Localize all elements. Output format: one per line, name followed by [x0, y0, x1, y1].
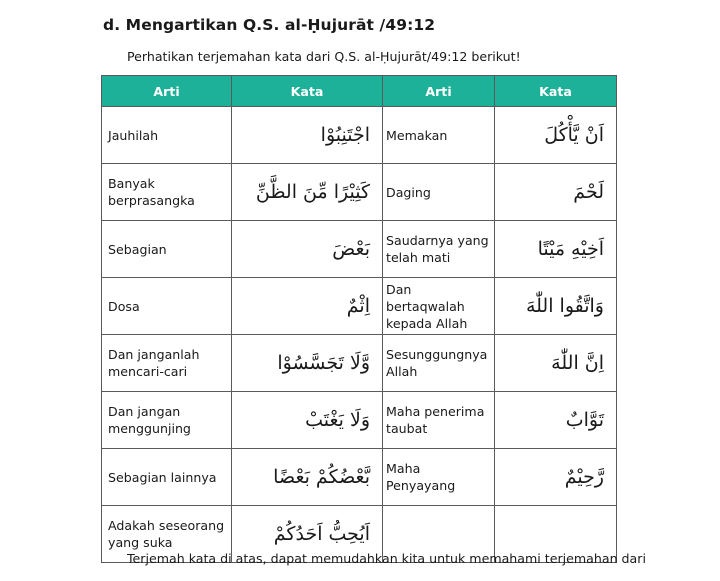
- kata-cell: بَّعْضُكُمْ بَعْضًا: [232, 449, 383, 506]
- kata-cell: رَّحِيْمٌ: [495, 449, 617, 506]
- arti-cell: Sebagian: [102, 221, 232, 278]
- arti-cell: Dan jangan menggunjing: [102, 392, 232, 449]
- kata-cell: كَثِيْرًا مِّنَ الظَّنِّ: [232, 164, 383, 221]
- kata-cell: لَحْمَ: [495, 164, 617, 221]
- header-kata-1: Kata: [232, 76, 383, 107]
- kata-cell: اَنْ يَّأْكُلَ: [495, 107, 617, 164]
- header-arti-2: Arti: [383, 76, 495, 107]
- header-arti-1: Arti: [102, 76, 232, 107]
- arti-cell: Sesunggungnya Allah: [383, 335, 495, 392]
- kata-cell: اِنَّ اللّٰهَ: [495, 335, 617, 392]
- arti-cell: Saudarnya yang telah mati: [383, 221, 495, 278]
- kata-cell: اَخِيْهِ مَيْتًا: [495, 221, 617, 278]
- arti-cell: Sebagian lainnya: [102, 449, 232, 506]
- kata-cell: وَاتَّقُوا اللّٰهَ: [495, 278, 617, 335]
- kata-cell: بَعْضَ: [232, 221, 383, 278]
- kata-cell: وَلَا يَغْتَبْ: [232, 392, 383, 449]
- arti-cell: Daging: [383, 164, 495, 221]
- arti-cell: Maha penerima taubat: [383, 392, 495, 449]
- section-heading: d. Mengartikan Q.S. al-Ḥujurāt /49:12: [103, 16, 436, 34]
- footer-text: Terjemah kata di atas, dapat memudahkan kita untuk memahami terjemahan dari: [127, 551, 646, 566]
- table-row: [102, 107, 617, 164]
- arti-cell: Maha Penyayang: [383, 449, 495, 506]
- arti-cell: Memakan: [383, 107, 495, 164]
- arti-cell: Banyak berprasangka: [102, 164, 232, 221]
- kata-cell: تَوَّابٌ: [495, 392, 617, 449]
- header-kata-2: Kata: [495, 76, 617, 107]
- arti-cell: Jauhilah: [102, 107, 232, 164]
- vocabulary-table: [101, 75, 617, 563]
- table-header-row: [102, 76, 617, 107]
- kata-cell: اَيُحِبُّ اَحَدُكُمْ: [232, 506, 383, 563]
- kata-cell: وَّلَا تَجَسَّسُوْا: [232, 335, 383, 392]
- arti-cell: Dosa: [102, 278, 232, 335]
- table-row: [102, 164, 617, 221]
- arti-cell: Dan janganlah mencari-cari: [102, 335, 232, 392]
- table-row: [102, 278, 617, 335]
- intro-text: Perhatikan terjemahan kata dari Q.S. al-Ḥujurāt/49:12 berikut!: [127, 49, 521, 64]
- kata-cell: اِثْمٌ: [232, 278, 383, 335]
- table-row: [102, 392, 617, 449]
- table-row: [102, 221, 617, 278]
- arti-cell: Adakah seseorang yang suka: [102, 506, 232, 563]
- table-row: [102, 449, 617, 506]
- arti-cell: Dan bertaqwalah kepada Allah: [383, 278, 495, 335]
- kata-cell: اجْتَنِبُوْا: [232, 107, 383, 164]
- table-row: [102, 335, 617, 392]
